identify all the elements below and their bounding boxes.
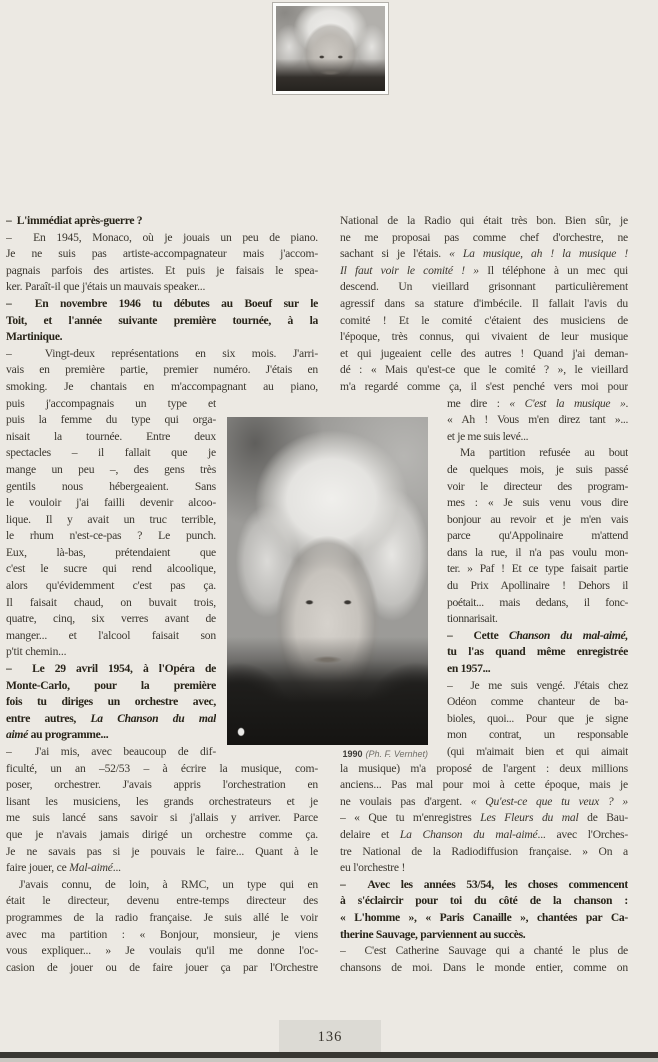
top-portrait-photo-frame	[272, 2, 389, 95]
text-line: voir le directeur des program-	[447, 479, 628, 493]
text-line: en 1957...	[447, 662, 491, 676]
text-line: chansons de moi. Dans le monde entier, comme on	[340, 960, 628, 974]
text-line: vais en première partie, premier numéro. J'étais en	[6, 363, 318, 377]
text-line: – Vingt-deux représentations en six mois. J'arri-	[6, 346, 318, 360]
text-line: fois tu diriges un orchestre avec,	[6, 695, 216, 709]
text-line: la musique) m'a proposé de l'argent : deux millions	[340, 761, 628, 775]
right-column-bottom-block	[340, 761, 628, 977]
text-line: – L'immédiat après-guerre ?	[6, 214, 143, 227]
text-line: « L'homme », « Paris Canaille », chantées par Ca-	[340, 910, 628, 924]
text-line: Martinique.	[6, 330, 63, 344]
text-line: Il faisait chaud, on buvait trois,	[6, 595, 216, 609]
right-column-top-block	[340, 213, 628, 396]
text-line: poétait... mais dedans, il fonc-	[447, 595, 628, 609]
text-line: ker. Paraît-il que j'étais un mauvais speaker...	[6, 280, 206, 294]
text-line: du Prix Apollinaire ! Dehors il	[447, 579, 628, 593]
text-line: et je me suis levé...	[447, 429, 529, 443]
text-line: nisait la tournée. Entre deux	[6, 429, 216, 443]
text-line: l'époque, très connus, qui vivaient de leur musique	[340, 330, 628, 344]
text-line: parce qu'Appolinaire m'attend	[447, 529, 628, 543]
text-line: bonjour au revoir et je m'en vais	[447, 512, 628, 526]
text-line: Je ne savais pas si je pouvais le faire... Quant à le	[6, 844, 318, 858]
text-line: sachant si je l'étais. « La musique, ah ! la musique !	[340, 247, 628, 261]
text-line: therine Sauvage, parviennent au succès.	[340, 927, 526, 941]
left-column-bottom-block	[6, 761, 318, 977]
text-line: lique. Il y avait un truc terrible,	[6, 512, 216, 526]
text-line: m'a regardé comme ça, il s'est penché vers moi pour	[340, 379, 628, 393]
text-line: – Avec les années 53/54, les choses commencent	[340, 877, 628, 891]
text-line: était le directeur, devenu entre-temps directeur des	[6, 894, 318, 908]
left-column-narrow-block	[6, 396, 216, 761]
text-line: pagnais parfois des artistes. Et puis je faisais le spea-	[6, 263, 318, 277]
text-line: tionnarisait.	[447, 612, 498, 626]
text-line: mange un peu –, des gens très	[6, 462, 216, 476]
text-line: c'est le sucre qui rend alcoolique,	[6, 562, 216, 576]
text-line: – C'est Catherine Sauvage qui a chanté le plus de	[340, 944, 628, 958]
text-line: mon contrat, un responsable	[447, 728, 628, 742]
text-line: avec ma partition : « Bonjour, monsieur, je viens	[6, 927, 318, 941]
text-line: ne me proposai pas comme chef d'orchestre, ne	[340, 230, 628, 244]
text-line: faire jouer, ce Mal-aimé...	[6, 861, 121, 875]
text-line: « Ah ! Vous m'en direz tant »...	[447, 413, 628, 427]
center-portrait-photo	[227, 417, 428, 745]
text-line: eu l'orchestre !	[340, 861, 406, 875]
photo-caption	[227, 749, 428, 759]
text-line: bioles, quoi... Pour que je signe	[447, 711, 628, 725]
text-line: J'avais connu, de loin, à RMC, un type qui en	[19, 877, 318, 891]
text-line: gentils nous hébergeaient. Sans	[6, 479, 216, 493]
text-line: me dire : « C'est la musique ».	[447, 396, 628, 410]
text-line: (qui m'aimait bien et qui aimait	[447, 745, 628, 758]
text-line: ter. » Paf ! Et ce type faisait partie	[447, 562, 628, 576]
text-line: poser, orchestrer. J'avais appris l'orchestration en	[6, 778, 318, 792]
text-line: de quelques mois, je suis passé	[447, 462, 628, 476]
right-column-narrow-block	[447, 396, 628, 761]
text-line: smoking. Je chantais en m'accompagnant au piano,	[6, 379, 318, 393]
text-line: Monte-Carlo, pour la première	[6, 678, 216, 692]
text-line: Eux, là-bas, prétendaient que	[6, 545, 216, 559]
left-column-top-block	[6, 213, 318, 396]
text-line: – Cette Chanson du mal-aimé,	[447, 628, 628, 642]
text-line: quatre, cinq, six verres avant de	[6, 612, 216, 626]
text-line: mes : « Je suis venu vous dire	[447, 496, 628, 510]
text-line: me suis lancé sans savoir si j'allais y arriver. Parce	[6, 811, 318, 825]
text-line: Il faut voir le comité ! » Il téléphone à un mec qui	[340, 263, 628, 277]
text-line: dé : « Mais qu'est-ce que le comité ? », le vieillard	[340, 363, 628, 377]
top-portrait-photo	[276, 6, 385, 91]
scan-edge-strip	[0, 1058, 658, 1062]
text-line: National de la Radio qui était très bon. Bien sûr, je	[340, 214, 628, 227]
photo-caption-year: 1990	[342, 749, 363, 759]
text-line: entre autres, La Chanson du mal	[6, 711, 216, 725]
text-line: Toit, et l'année suivante première tournée, à la	[6, 313, 318, 327]
text-line: anciens... Pas mal pour moi à cette époque, mais je	[340, 778, 628, 792]
text-line: spectacles – il fallait que je	[6, 446, 216, 460]
text-line: que je n'avais jamais dirigé un orchestre comme ça.	[6, 827, 318, 841]
text-line: ficulté, un an –52/53 – à écrire la musique, com-	[6, 761, 318, 775]
text-line: – Je me suis vengé. J'étais chez	[447, 678, 628, 692]
text-line: ne voulais pas d'argent. « Qu'est-ce que tu veux ? »	[340, 794, 628, 808]
text-line: – J'ai mis, avec beaucoup de dif-	[6, 745, 216, 758]
text-line: p'tit chemin...	[6, 645, 67, 659]
text-line: et qui jugeaient celle des autres ! Quand j'ai deman-	[340, 346, 628, 360]
text-line: aimé au programme...	[6, 728, 109, 742]
text-line: puis j'accompagnais un type et	[6, 396, 216, 410]
page-number: 136	[317, 1029, 343, 1045]
text-line: Odéon comme chanteur de ba-	[447, 695, 628, 709]
text-line: Je ne suis pas artiste-accompagnateur mais j'accom-	[6, 247, 318, 261]
photo-caption-credit: (Ph. F. Vernhet)	[365, 749, 428, 759]
text-line: Ma partition refusée au bout	[460, 446, 628, 460]
text-line: puis la femme du type qui orga-	[6, 413, 216, 427]
text-line: – En novembre 1946 tu débutes au Boeuf sur le	[6, 296, 318, 310]
text-line: comité ! Et le comité c'étaient des musiciens de	[340, 313, 628, 327]
text-line: tre National de la Radiodiffusion française. » On a	[340, 844, 628, 858]
text-line: – En 1945, Monaco, où je jouais un peu de piano.	[6, 230, 318, 244]
text-line: casion de jouer ou de faire jouer ça par l'Orchestre	[6, 960, 318, 974]
text-line: descend. Un vieillard grisonnant particulièrement	[340, 280, 628, 294]
text-line: à s'éclaircir pour toi du côté de la chanson :	[340, 894, 628, 908]
text-line: lisant les musiciens, les grands orchestrateurs et je	[6, 794, 318, 808]
text-line: agressif dans sa stature d'imbécile. Il fallait l'avis du	[340, 296, 628, 310]
text-line: delaire et La Chanson du mal-aimé... avec l'Orches-	[340, 827, 628, 841]
text-line: vous expliquer... » Je voulais qu'il me donne l'oc-	[6, 944, 318, 958]
text-line: – Le 29 avril 1954, à l'Opéra de	[6, 662, 216, 676]
text-line: manger... et l'alcool faisait son	[6, 628, 216, 642]
text-line: le vouloir j'ai failli devenir alcoo-	[6, 496, 216, 510]
text-line: le rhum n'est-ce-pas ? Le punch.	[6, 529, 216, 543]
text-line: dans la rue, il n'a pas voulu mon-	[447, 545, 628, 559]
text-line: alors qu'évidemment c'est pas ça.	[6, 579, 216, 593]
text-line: – « Que tu m'enregistres Les Fleurs du mal de Bau-	[340, 811, 628, 825]
text-line: programmes de la radio française. Je suis allé le voir	[6, 910, 318, 924]
text-line: tu l'as quand même enregistrée	[447, 645, 628, 659]
